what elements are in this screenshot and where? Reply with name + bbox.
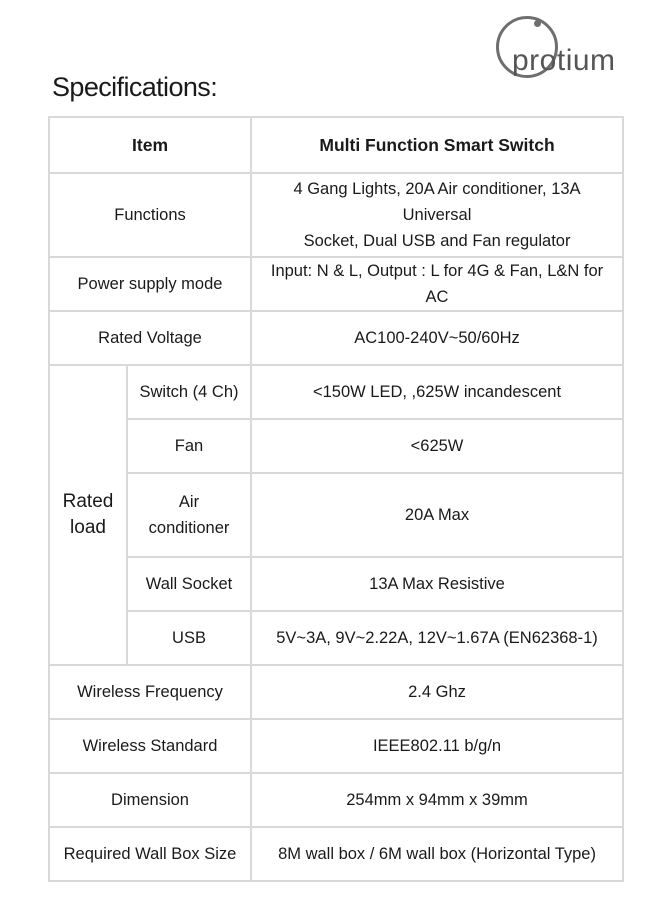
table-row-usb [49, 611, 623, 665]
sub-label [127, 473, 251, 557]
table-row-power-supply [49, 257, 623, 311]
table-row-rated-voltage [49, 311, 623, 365]
row-value: 2.4 Ghz [251, 665, 623, 719]
table-row-wall-box [49, 827, 623, 881]
logo-text: protium [512, 44, 616, 77]
ac-line-2: conditioner [148, 519, 230, 537]
sub-label: USB [127, 611, 251, 665]
rated-load-label [49, 365, 127, 665]
functions-line-1: 4 Gang Lights, 20A Air conditioner, 13A Universal [293, 180, 581, 224]
table-row-dimension [49, 773, 623, 827]
row-label: Wireless Frequency [49, 665, 251, 719]
table-row-wireless-frequency [49, 665, 623, 719]
row-value: <150W LED, ,625W incandescent [251, 365, 623, 419]
row-value: <625W [251, 419, 623, 473]
row-value: 5V~3A, 9V~2.22A, 12V~1.67A (EN62368-1) [251, 611, 623, 665]
functions-line-2: Socket, Dual USB and Fan regulator [303, 232, 571, 250]
row-value: Input: N & L, Output : L for 4G & Fan, L&N for AC [251, 257, 623, 311]
row-label: Functions [49, 173, 251, 257]
rated-load-line-1: Rated [62, 491, 114, 512]
sub-label: Wall Socket [127, 557, 251, 611]
table-row-fan [49, 419, 623, 473]
row-value [251, 173, 623, 257]
table-row-air-conditioner [49, 473, 623, 557]
header-item: Item [49, 117, 251, 173]
table-header-row [49, 117, 623, 173]
row-label: Dimension [49, 773, 251, 827]
row-value: 8M wall box / 6M wall box (Horizontal Type) [251, 827, 623, 881]
table-row-wireless-standard [49, 719, 623, 773]
sub-label: Switch (4 Ch) [127, 365, 251, 419]
row-value: 13A Max Resistive [251, 557, 623, 611]
row-label: Rated Voltage [49, 311, 251, 365]
table-row-functions [49, 173, 623, 257]
row-value: 20A Max [251, 473, 623, 557]
row-value: AC100-240V~50/60Hz [251, 311, 623, 365]
specifications-table [48, 116, 624, 882]
row-label: Power supply mode [49, 257, 251, 311]
ac-line-1: Air [178, 493, 200, 511]
row-label: Required Wall Box Size [49, 827, 251, 881]
row-value: IEEE802.11 b/g/n [251, 719, 623, 773]
header-product: Multi Function Smart Switch [251, 117, 623, 173]
sub-label: Fan [127, 419, 251, 473]
row-value: 254mm x 94mm x 39mm [251, 773, 623, 827]
protium-logo [496, 16, 626, 96]
page-title: Specifications: [52, 72, 218, 102]
table-row-wall-socket [49, 557, 623, 611]
rated-load-line-2: load [70, 517, 106, 538]
logo-dot-icon [534, 20, 541, 27]
row-label: Wireless Standard [49, 719, 251, 773]
table-row-switch [49, 365, 623, 419]
